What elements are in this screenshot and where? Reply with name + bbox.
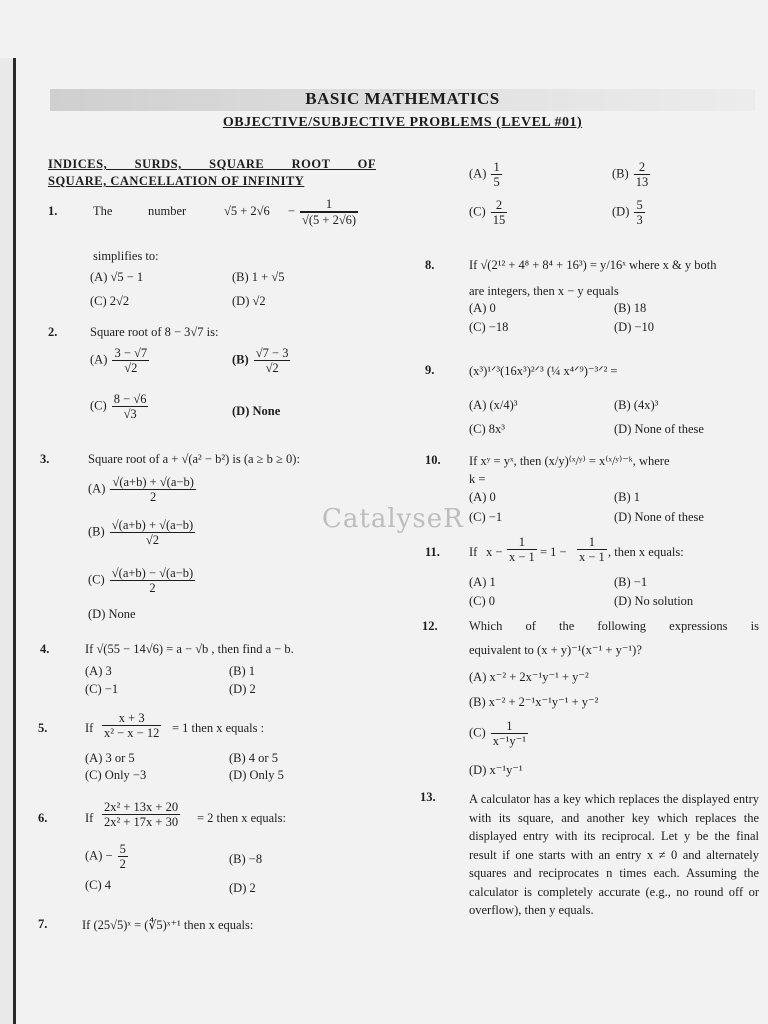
q11-tail: , then x equals: xyxy=(608,545,684,559)
q9-option-b: (B) (4x)³ xyxy=(614,398,659,412)
q3-option-c: (C) $\frac{√(a+b) - √(a-b)}{2}$ xyxy=(88,566,194,595)
q6-option-c: (C) 4 xyxy=(85,878,112,892)
q12-option-b: (B) x⁻² + 2⁻¹x⁻¹y⁻¹ + y⁻² xyxy=(469,695,599,709)
q3-text: Square root of a + √(a² − b²) is (a ≥ b ≥ 0): xyxy=(88,452,300,466)
q1-tail: simplifies to: xyxy=(93,249,159,263)
section-heading xyxy=(48,156,376,190)
q7-option-c: (C) $\frac{2}{15}$ xyxy=(469,198,506,227)
q5-if: If xyxy=(85,721,94,735)
q5-option-b: (B) 4 or 5 xyxy=(229,751,278,765)
q11-fraction-1: $\frac{1}{x - 1}$ xyxy=(509,535,535,564)
q1-expression-a: √5 + 2√6 xyxy=(224,204,270,218)
q3-number: 3. xyxy=(40,452,50,466)
q10-text: If xʸ = yˣ, then (x/y)⁽ˣ/ʸ⁾ = x⁽ˣ/ʸ⁾⁻ᵏ, where xyxy=(469,454,670,468)
q7-option-b: (B) $\frac{2}{13}$ xyxy=(612,160,649,189)
q8-option-a: (A) 0 xyxy=(469,301,496,315)
q4-number: 4. xyxy=(40,642,50,656)
q4-option-a: (A) 3 xyxy=(85,664,112,678)
q3-option-b: (B) $\frac{√(a+b) + √(a-b)}{√2}$ xyxy=(88,518,194,547)
q12-line2: equivalent to (x + y)⁻¹(x⁻¹ + y⁻¹)? xyxy=(469,643,642,657)
q12-line1: Which of the following expressions is xyxy=(469,619,759,633)
q1-number-word: number xyxy=(148,204,187,218)
q1-expression-b: √(5 + 2√6) xyxy=(302,213,357,227)
q7-option-d: (D) $\frac{5}{3}$ xyxy=(612,198,643,227)
q8-option-b: (B) 18 xyxy=(614,301,647,315)
q5-tail: = 1 then x equals : xyxy=(172,721,265,735)
q12-option-d: (D) x⁻¹y⁻¹ xyxy=(469,763,523,777)
q12-option-a: (A) x⁻² + 2x⁻¹y⁻¹ + y⁻² xyxy=(469,670,589,684)
q7-number: 7. xyxy=(38,917,48,931)
q1-option-b: (B) 1 + √5 xyxy=(232,270,285,284)
q10-option-b: (B) 1 xyxy=(614,490,641,504)
q7-text: If (25√5)ˣ = (∜5)ˣ⁺¹ then x equals: xyxy=(82,918,254,932)
q9-option-c: (C) 8x³ xyxy=(469,422,506,436)
q8-number: 8. xyxy=(425,258,435,272)
page-edge xyxy=(0,58,16,1024)
q10-line2: k = xyxy=(469,472,486,486)
page-title: BASIC MATHEMATICS xyxy=(305,89,500,108)
q6-fraction: $\frac{\text{2x² + 13x + 20}}{\text{2x² + 17x + 30}}$ xyxy=(104,800,179,829)
q2-option-b: (B) $\frac{√7 - 3}{√2}$ xyxy=(232,346,289,375)
section-heading-line2: SQUARE, CANCELLATION OF INFINITY xyxy=(48,174,305,188)
q11-fraction-2: $\frac{1}{x - 1}$ xyxy=(579,535,605,564)
q6-option-d: (D) 2 xyxy=(229,881,256,895)
q9-number: 9. xyxy=(425,363,435,377)
q9-option-d: (D) None of these xyxy=(614,422,704,436)
q8-option-d: (D) −10 xyxy=(614,320,655,334)
q11-option-a: (A) 1 xyxy=(469,575,496,589)
q11-option-b: (B) −1 xyxy=(614,575,648,589)
q4-option-d: (D) 2 xyxy=(229,682,256,696)
q7-option-a: (A) $\frac{1}{5}$ xyxy=(469,160,500,189)
q6-if: If xyxy=(85,811,94,825)
q6-number: 6. xyxy=(38,811,48,825)
q6-option-b: (B) −8 xyxy=(229,852,263,866)
q11-eq: = 1 − xyxy=(540,545,567,559)
q9-option-a: (A) (x/4)³ xyxy=(469,398,518,412)
q2-option-d: (D) None xyxy=(232,404,281,418)
q8-line2: are integers, then x − y equals xyxy=(469,284,619,298)
q5-option-a: (A) 3 or 5 xyxy=(85,751,135,765)
q10-option-d: (D) None of these xyxy=(614,510,704,524)
q5-fraction: $\frac{x + 3}{\text{x² − x − 12}}$ xyxy=(104,711,160,740)
q10-option-c: (C) −1 xyxy=(469,510,503,524)
q5-number: 5. xyxy=(38,721,48,735)
q1-one: 1 xyxy=(300,197,358,212)
q3-option-a: (A) $\frac{√(a+b) + √(a-b)}{2}$ xyxy=(88,475,194,504)
q11-option-d: (D) No solution xyxy=(614,594,694,608)
page-subtitle: OBJECTIVE/SUBJECTIVE PROBLEMS (LEVEL #01) xyxy=(222,115,583,130)
q13-number: 13. xyxy=(420,790,436,804)
q9-text: (x³)¹ᐟ³(16x³)²ᐟ³ (¼ x⁴ᐟ⁹)⁻³ᐟ² = xyxy=(469,364,618,378)
q1-fraction xyxy=(298,197,360,227)
q13-text: A calculator has a key which replaces the displayed entry with its square, and another key which replaces the displayed entry with its reciprocal. Let y be the final result if one starts with an entry x ≠ 0 and alternately squares and reciprocates n times each. Assuming the calculator is completely accurate (e.g., no round off or overflow), then y equals. xyxy=(469,792,759,917)
q1-option-c: (C) 2√2 xyxy=(90,294,130,308)
section-heading-line1: INDICES, SURDS, SQUARE ROOT OF xyxy=(48,157,376,171)
q1-option-a: (A) √5 − 1 xyxy=(90,270,144,284)
q1-option-d: (D) √2 xyxy=(232,294,266,308)
q10-option-a: (A) 0 xyxy=(469,490,496,504)
q5-option-c: (C) Only −3 xyxy=(85,768,147,782)
q4-option-c: (C) −1 xyxy=(85,682,119,696)
q2-option-c: (C) $\frac{8 - √6}{√3}$ xyxy=(90,392,147,421)
watermark: CatalyseR xyxy=(322,504,464,534)
q10-number: 10. xyxy=(425,453,441,467)
q3-option-d: (D) None xyxy=(88,607,136,621)
q12-number: 12. xyxy=(422,619,438,633)
q6-option-a: (A) − $\frac{5}{2}$ xyxy=(85,842,126,871)
q1-number: 1. xyxy=(48,204,58,218)
q11-number: 11. xyxy=(425,545,440,559)
q11-lhs: x − xyxy=(486,545,503,559)
q4-option-b: (B) 1 xyxy=(229,664,256,678)
q11-option-c: (C) 0 xyxy=(469,594,496,608)
q12-option-c: (C) $\frac{1}{\text{x⁻¹y⁻¹}}$ xyxy=(469,719,526,748)
q8-text: If √(2¹² + 4⁸ + 8⁴ + 16³) = y/16ˣ where x & y both xyxy=(469,258,717,272)
q1-minus: − xyxy=(288,204,296,218)
q11-if: If xyxy=(469,545,478,559)
q8-option-c: (C) −18 xyxy=(469,320,509,334)
q6-tail: = 2 then x equals: xyxy=(197,811,286,825)
q1-the: The xyxy=(93,204,113,218)
q2-text: Square root of 8 − 3√7 is: xyxy=(90,325,219,339)
q2-option-a: (A) $\frac{3 - √7}{√2}$ xyxy=(90,346,148,375)
q4-text: If √(55 − 14√6) = a − √b , then find a − b. xyxy=(85,642,294,656)
q5-option-d: (D) Only 5 xyxy=(229,768,284,782)
q2-number: 2. xyxy=(48,325,58,339)
